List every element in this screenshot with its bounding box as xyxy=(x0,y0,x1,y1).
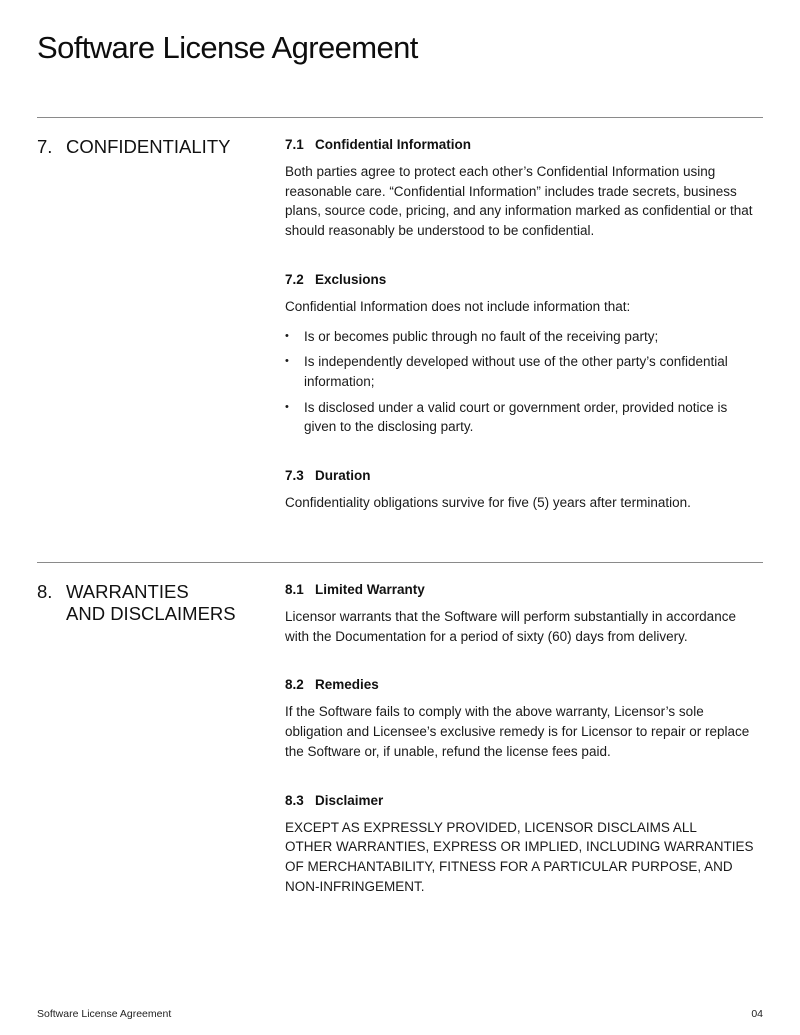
clause-7-1 xyxy=(285,136,763,241)
list-item-text: Is independently developed without use of the other party’s confidential information; xyxy=(304,354,728,389)
clause-text: If the Software fails to comply with the above warranty, Licensor’s sole obligation and Licensee’s exclusive remedy is for Licensor to repair or replace the Software or, if unable, refund the license fees paid. xyxy=(285,704,750,759)
section-body xyxy=(285,581,763,926)
clause-heading: Exclusions xyxy=(315,271,387,287)
list-item xyxy=(285,398,763,437)
clause-heading: Limited Warranty xyxy=(315,582,425,597)
section-title: WARRANTIES AND DISCLAIMERS xyxy=(66,581,236,624)
footer-document-name: Software License Agreement xyxy=(37,1008,172,1020)
bullet-icon: • xyxy=(285,400,289,413)
clause-title xyxy=(285,467,763,484)
list-item-text: Is disclosed under a valid court or government order, provided notice is given to the disclosing party. xyxy=(304,399,728,435)
bullet-icon: • xyxy=(285,355,289,368)
exclusions-list xyxy=(285,327,763,438)
section-number: 8. xyxy=(37,581,53,602)
clause-heading: Disclaimer xyxy=(315,792,384,808)
clause-number: 7.3 xyxy=(285,468,304,484)
clause-title xyxy=(285,676,763,693)
list-item xyxy=(285,352,763,391)
section-number: 7. xyxy=(37,136,53,157)
clause-8-1 xyxy=(285,581,763,646)
section-divider xyxy=(37,562,763,563)
clause-title xyxy=(285,271,763,288)
list-item-text: Is or becomes public through no fault of the receiving party; xyxy=(304,328,659,344)
clause-heading: Confidential Information xyxy=(315,137,471,152)
clause-title xyxy=(285,136,763,153)
clause-number: 8.2 xyxy=(285,677,304,693)
section-title: CONFIDENTIALITY xyxy=(66,136,231,157)
section-divider xyxy=(37,117,763,118)
bullet-icon: • xyxy=(285,329,289,342)
clause-heading: Duration xyxy=(315,468,371,484)
clause-7-2 xyxy=(285,271,763,437)
clause-8-2 xyxy=(285,676,763,761)
clause-text: Confidential Information does not include information that: xyxy=(285,298,631,314)
clause-8-3 xyxy=(285,792,763,897)
clause-number: 7.2 xyxy=(285,271,304,287)
clause-number: 8.3 xyxy=(285,792,304,808)
clause-text: Licensor warrants that the Software will perform substantially in accordance with the Documentation for a period of sixty (60) days from delivery. xyxy=(285,609,736,644)
footer-page-number: 04 xyxy=(751,1008,763,1020)
section-body xyxy=(285,136,763,543)
clause-number: 7.1 xyxy=(285,137,304,152)
clause-7-3 xyxy=(285,467,763,513)
clause-heading: Remedies xyxy=(315,677,379,693)
clause-text: Confidentiality obligations survive for five (5) years after termination. xyxy=(285,495,691,511)
clause-title xyxy=(285,792,763,809)
document-title: Software License Agreement xyxy=(37,30,418,65)
disclaimer-text: EXCEPT AS EXPRESSLY PROVIDED, LICENSOR DISCLAIMS ALL OTHER WARRANTIES, EXPRESS OR IMPLIED, INCLUDING WARRANTIES OF MERCHANTABILITY, FITNESS FOR A PARTICULAR PURPOSE, AND NON-INFRINGEMENT. xyxy=(285,819,754,894)
clause-text: Both parties agree to protect each other’s Confidential Information using reasonable care. “Confidential Information” includes trade secrets, business plans, source code, pricing, and any information marked as confidential or that should reasonably be understood to be confidential. xyxy=(285,164,753,239)
list-item xyxy=(285,327,763,347)
clause-number: 8.1 xyxy=(285,582,304,597)
clause-title xyxy=(285,581,763,598)
